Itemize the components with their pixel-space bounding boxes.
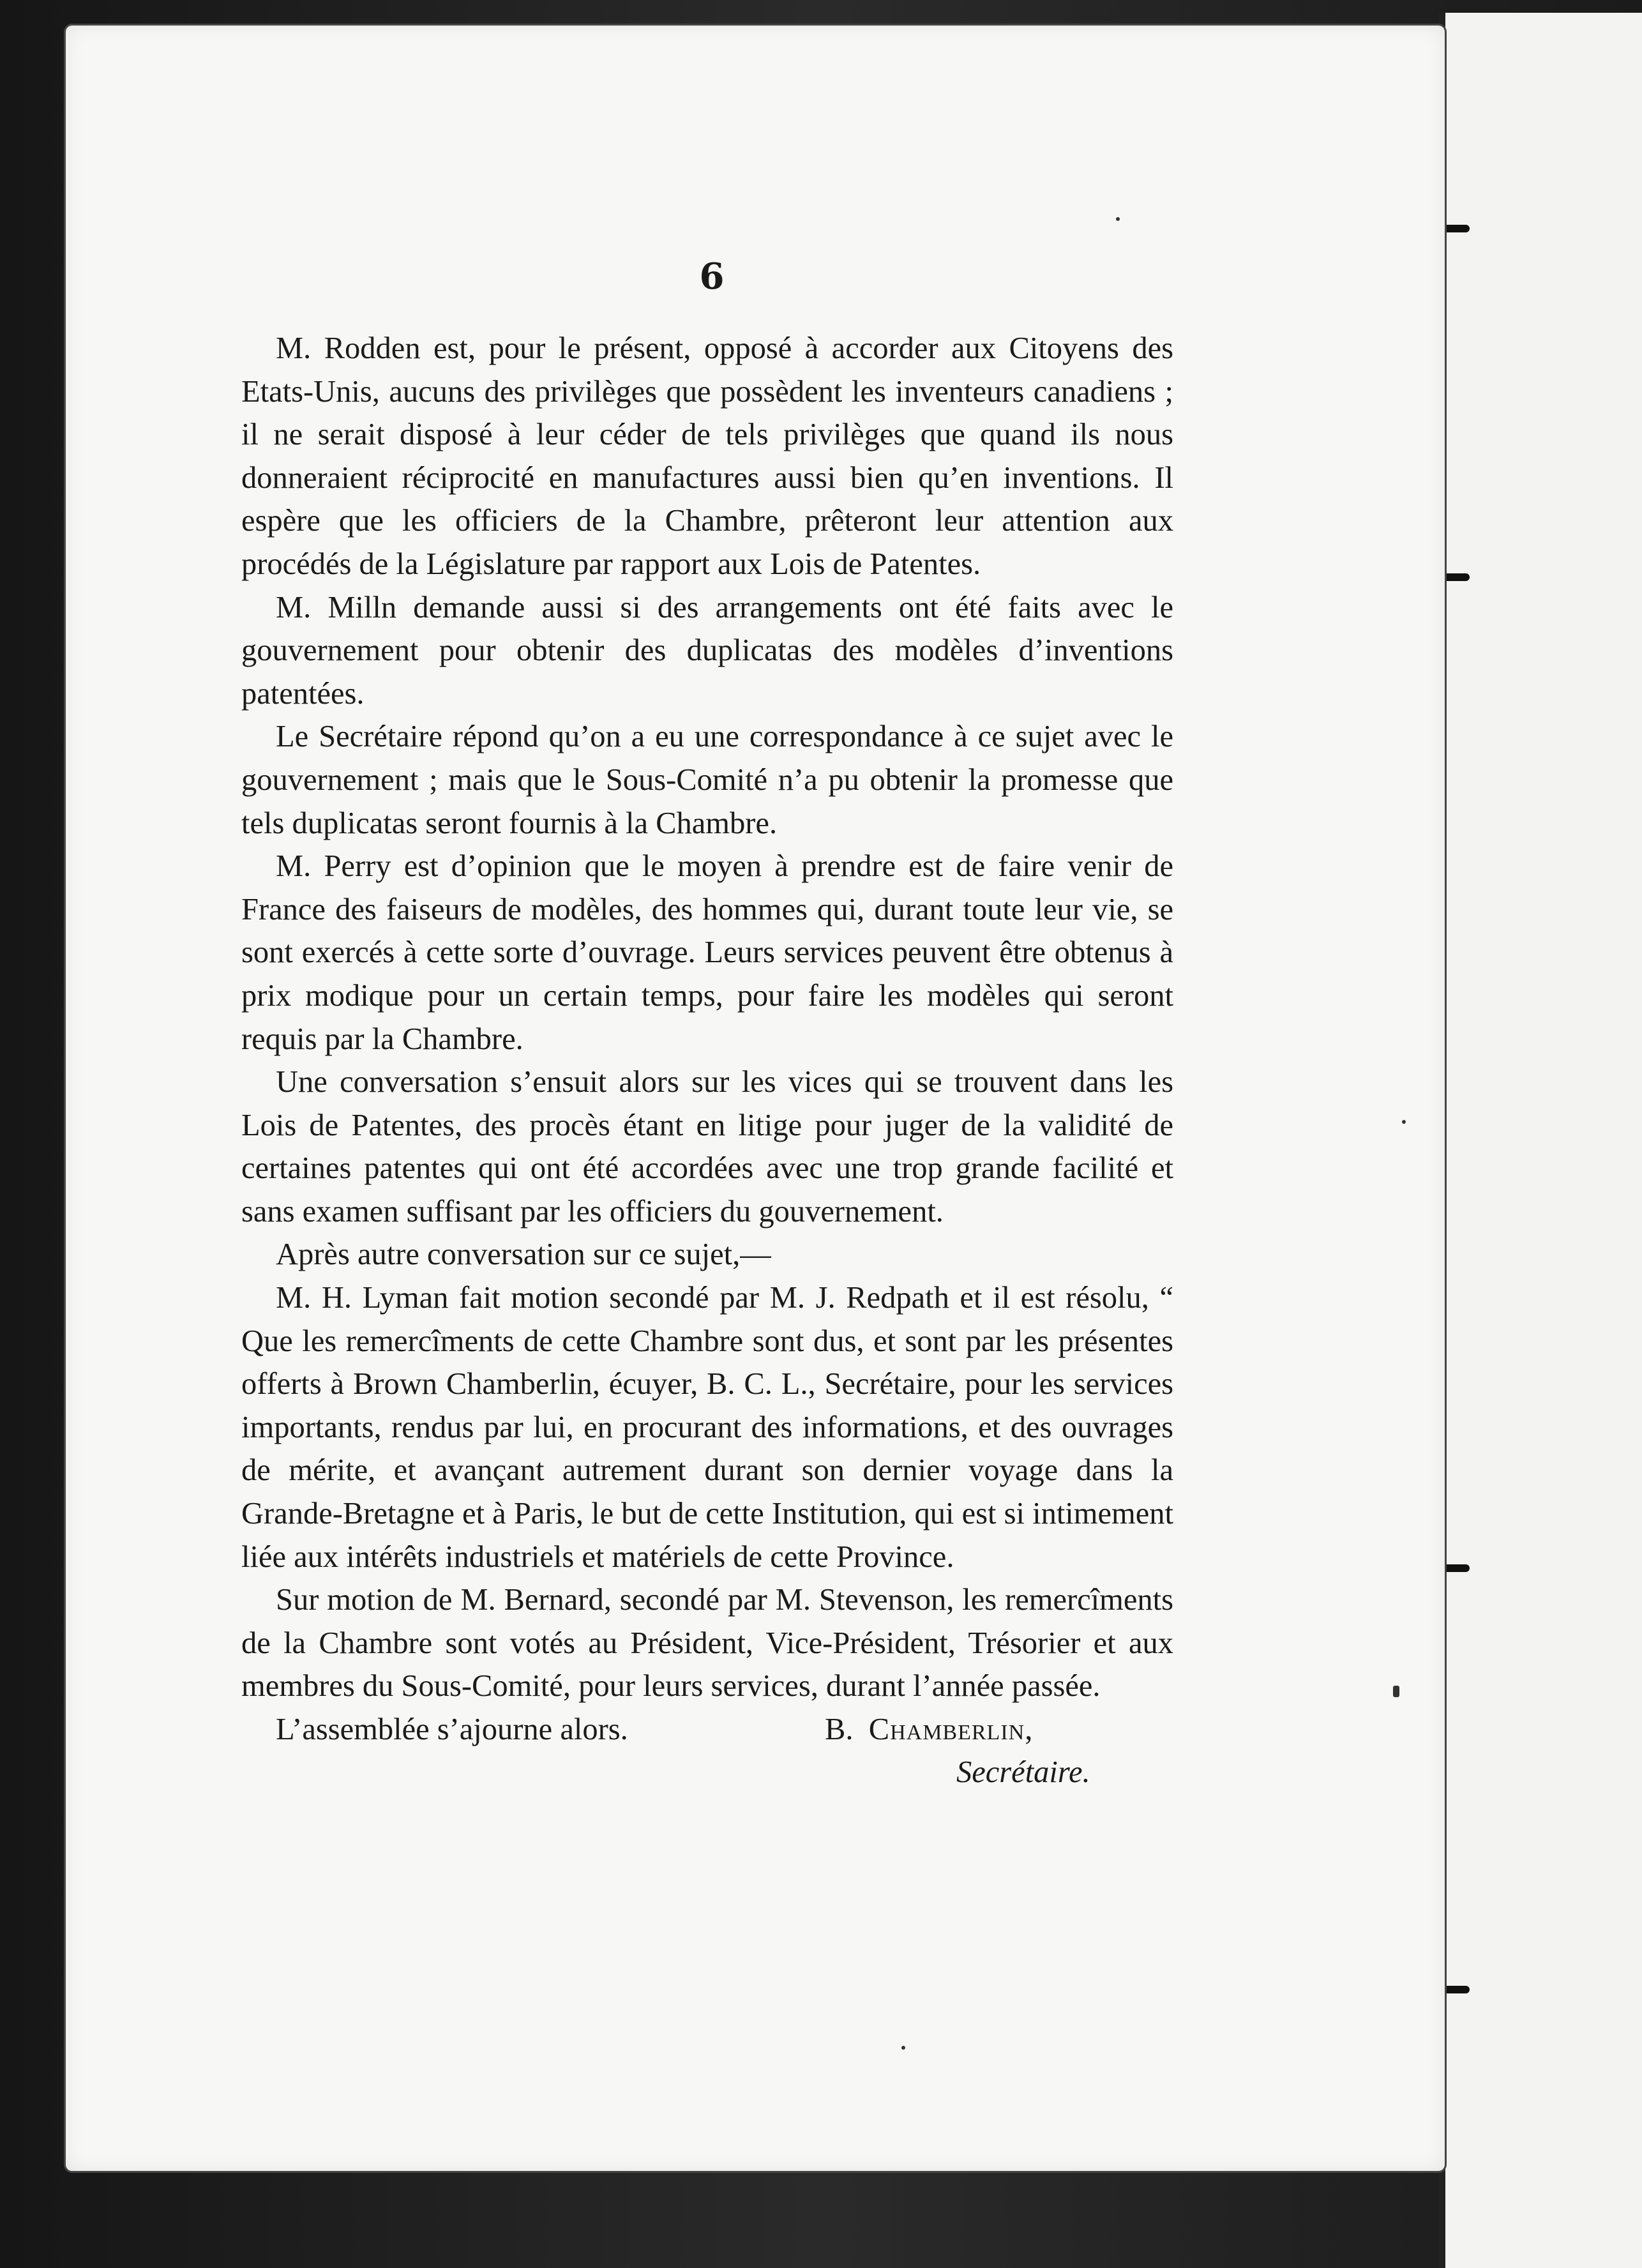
- paragraph: M. Rodden est, pour le présent, opposé à accorder aux Citoyens des Etats-Unis, aucuns des privilèges que possèdent les inventeurs canadiens ; il ne serait disposé à leur céder de tels privilèges que quand ils nous donneraient réciprocité en manufactures aussi bien qu’en inventions. Il espère que les officiers de la Chambre, prêteront leur attention aux procédés de la Législature par rapport aux Lois de Patentes.: [241, 331, 1173, 581]
- facing-page-edge: [1444, 13, 1642, 2268]
- paragraph: Sur motion de M. Bernard, secondé par M. Stevenson, les remercîments de la Chambre sont votés au Président, Vice-Président, Trésorier et aux membres du Sous-Comité, pour leurs services, durant l’année passée.: [241, 1583, 1173, 1704]
- signature-block: [241, 1708, 1173, 1789]
- paragraph: Une conversation s’ensuit alors sur les vices qui se trouvent dans les Lois de Patentes, des procès étant en litige pour juger de la validité de certaines patentes qui ont été accordées avec une trop grande facilité et sans examen suffisant par les officiers du gouvernement.: [241, 1065, 1173, 1228]
- paper-speck: [1402, 1120, 1406, 1124]
- paper-speck: [1393, 1686, 1399, 1697]
- paragraph: M. H. Lyman fait motion secondé par M. J. Redpath et il est résolu, “ Que les remercîments de cette Chambre sont dus, et sont par les présentes offerts à Brown Chamberlin, écuyer, B. C. L., Secrétaire, pour les services importants, rendus par lui, en procurant des informations, et des ouvrages de mérite, et avançant autrement durant son dernier voyage dans la Grande-Bretagne et à Paris, le but de cette Institution, qui est si intimement liée aux intérêts industriels et matériels de cette Province.: [241, 1281, 1173, 1574]
- page-number: 6: [699, 255, 725, 298]
- paragraph: Après autre conversation sur ce sujet,—: [276, 1237, 771, 1272]
- paper-speck: [1116, 217, 1120, 221]
- signer-title: Secrétaire.: [956, 1755, 1090, 1789]
- paragraph: M. Milln demande aussi si des arrangements ont été faits avec le gouvernement pour obtenir des duplicatas des modèles d’inventions patentées.: [241, 590, 1173, 711]
- closing-line: L’assemblée s’ajourne alors.: [276, 1712, 628, 1746]
- paragraph: Le Secrétaire répond qu’on a eu une correspondance à ce sujet avec le gouvernement ; mais que le Sous-Comité n’a pu obtenir la promesse que tels duplicatas seront fournis à la Chambre.: [241, 720, 1173, 840]
- paper-speck: [901, 2046, 905, 2050]
- page-body: [241, 327, 1173, 1789]
- paragraph: M. Perry est d’opinion que le moyen à prendre est de faire venir de France des faiseurs de modèles, des hommes qui, durant toute leur vie, se sont exercés à cette sorte d’ouvrage. Leurs services peuvent être obtenus à prix modique pour un certain temps, pour faire les modèles qui seront requis par la Chambre.: [241, 849, 1173, 1056]
- signer-surname: Chamberlin,: [868, 1712, 1034, 1746]
- signer-name: [825, 1708, 1033, 1751]
- signer-initial: B.: [825, 1712, 854, 1746]
